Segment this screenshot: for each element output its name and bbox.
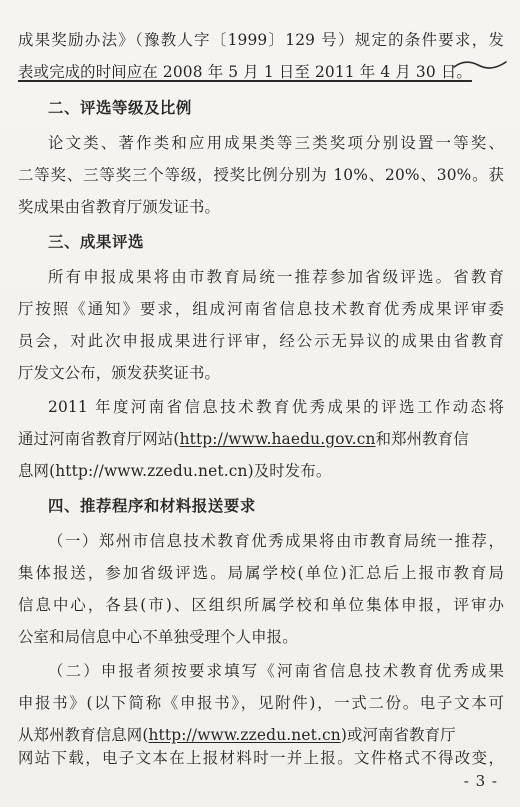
text-line xyxy=(18,429,504,449)
text-line: 所有申报成果将由市教育局统一推荐参加省级评选。省教育 xyxy=(48,268,504,286)
text-line: 集体报送，参加省级评选。局属学校(单位)汇总后上报市教育局 xyxy=(18,564,504,582)
text-line: 奖成果由省教育厅颁发证书。 xyxy=(18,198,221,216)
text-line: 2011 年度河南省信息技术教育优秀成果的评选工作动态将 xyxy=(48,398,504,416)
text-line: 厅发文公布，颁发获奖证书。 xyxy=(18,364,221,382)
page-number: - 3 - xyxy=(463,772,498,790)
text-line: 息网(http://www.zzedu.net.cn)及时发布。 xyxy=(18,462,332,480)
text-line: 公室和局信息中心不单独受理个人申报。 xyxy=(18,628,298,646)
text-line: 论文类、著作类和应用成果类等三类奖项分别设置一等奖、 xyxy=(48,134,504,152)
text-line: 信息中心，各县(市)、区组织所属学校和单位集体申报，评审办 xyxy=(18,596,504,614)
underlined-deadline: 表或完成的时间应在 2008 年 5 月 1 日至 2011 年 4 月 30 日。 xyxy=(18,63,472,81)
text-line: （二）申报者须按要求填写《河南省信息技术教育优秀成果 xyxy=(48,662,504,680)
section-heading-3: 三、成果评选 xyxy=(48,233,144,251)
section-heading-4: 四、推荐程序和材料报送要求 xyxy=(48,497,256,515)
text-segment: 通过河南省教育厅网站( xyxy=(18,430,180,448)
zzedu-link[interactable]: http://www.zzedu.net.cn xyxy=(148,726,341,744)
text-segment: )或河南省教育厅 xyxy=(340,726,456,744)
text-line-1: 成果奖励办法》（豫教人字〔1999〕129 号）规定的条件要求，发 xyxy=(18,31,504,49)
text-line: 员会，对此次申报成果进行评审，经公示无异议的成果由省教育 xyxy=(18,332,504,350)
text-segment: 从郑州教育信息网( xyxy=(18,726,149,744)
text-segment: 和郑州教育信 xyxy=(375,430,469,448)
text-line: 厅按照《通知》要求，组成河南省信息技术教育优秀成果评审委 xyxy=(18,300,504,318)
text-line: 申报书》(以下简称《申报书》，见附件)，一式二份。电子文本可 xyxy=(18,694,504,712)
text-line-2 xyxy=(18,62,504,82)
text-line xyxy=(18,725,504,745)
pen-mark xyxy=(452,58,508,72)
haedu-link[interactable]: http://www.haedu.gov.cn xyxy=(179,430,376,448)
text-line: 网站下载，电子文本在上报材料时一并上报。文件格式不得改变， xyxy=(18,749,504,767)
text-line: （一）郑州市信息技术教育优秀成果将由市教育局统一推荐， xyxy=(48,532,504,550)
section-heading-2: 二、评选等级及比例 xyxy=(48,99,192,117)
text-line: 二等奖、三等奖三个等级，授奖比例分别为 10%、20%、30%。获 xyxy=(18,166,504,184)
